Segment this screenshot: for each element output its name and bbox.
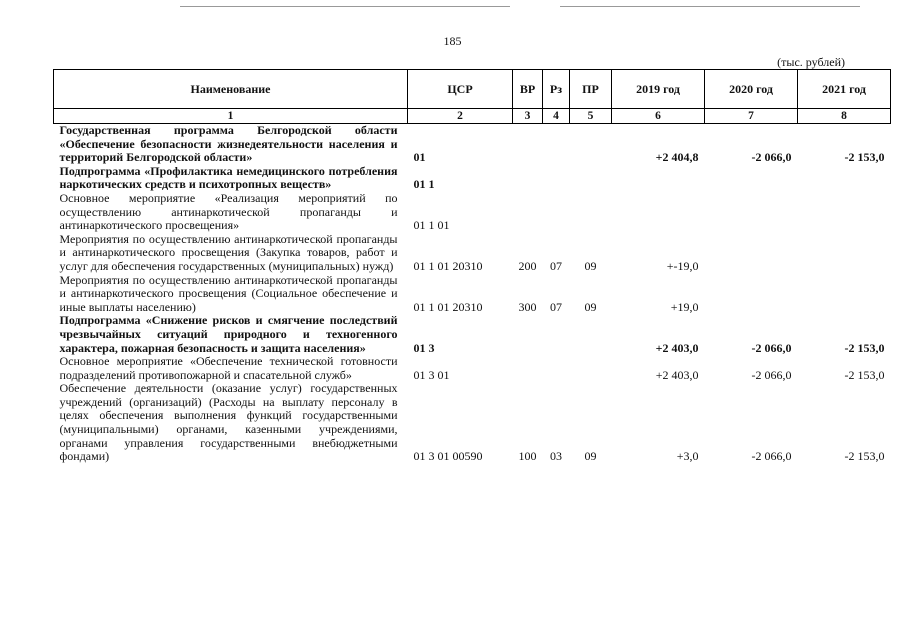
row-csr: 01 1 01 <box>413 218 450 233</box>
col-number: 3 <box>513 109 543 124</box>
row-2020: -2 066,0 <box>751 340 792 355</box>
row-rz <box>543 124 570 165</box>
row-2020: -2 066,0 <box>751 367 792 382</box>
row-csr: 01 1 01 20310 <box>413 299 483 314</box>
row-2020 <box>705 192 798 233</box>
row-vr: 100 <box>518 449 537 464</box>
table-row <box>54 124 891 165</box>
header-row <box>54 70 891 109</box>
col-header-2019: 2019 год <box>612 70 705 109</box>
row-pr <box>570 192 612 233</box>
row-2019: +3,0 <box>676 449 699 464</box>
row-2021: -2 153,0 <box>844 367 885 382</box>
row-csr: 01 1 01 20310 <box>413 258 483 273</box>
row-pr: 09 <box>584 299 597 314</box>
row-2020: -2 066,0 <box>751 150 792 165</box>
table-row <box>54 274 891 315</box>
row-pr <box>570 124 612 165</box>
row-pr <box>570 355 612 382</box>
table-row <box>54 233 891 274</box>
col-header-vr: ВР <box>513 70 543 109</box>
row-vr: 200 <box>518 258 537 273</box>
row-2019: +-19,0 <box>666 258 699 273</box>
page-number: 185 <box>443 34 462 48</box>
row-vr <box>513 192 543 233</box>
budget-table <box>53 69 891 464</box>
row-2021 <box>798 274 891 315</box>
row-2021: -2 153,0 <box>844 449 885 464</box>
row-name: Государственная программа Белгородской области «Обеспечение безопасности жизнедеятельности населения и территорий Белгородской области» <box>59 123 398 165</box>
row-2020 <box>705 274 798 315</box>
row-name: Мероприятия по осуществлению антинаркотической пропаганды и антинаркотического просвещения (Социальное обеспечение и иные выплаты населению) <box>59 272 398 314</box>
col-header-rz: Рз <box>543 70 570 109</box>
row-2019: +2 403,0 <box>655 367 699 382</box>
row-vr <box>513 314 543 355</box>
row-2020 <box>705 165 798 192</box>
table-row <box>54 314 891 355</box>
col-header-2020: 2020 год <box>705 70 798 109</box>
row-rz <box>543 355 570 382</box>
col-header-pr: ПР <box>570 70 612 109</box>
row-pr <box>570 314 612 355</box>
row-2021 <box>798 165 891 192</box>
col-header-name: Наименование <box>54 70 408 109</box>
row-rz: 07 <box>550 258 562 273</box>
row-csr: 01 3 <box>413 340 435 355</box>
row-vr: 300 <box>518 299 537 314</box>
row-2019: +2 404,8 <box>655 150 699 165</box>
row-2019: +19,0 <box>670 299 699 314</box>
col-number: 4 <box>543 109 570 124</box>
row-name: Подпрограмма «Профилактика немедицинского потребления наркотических средств и психотропных веществ» <box>59 163 398 192</box>
col-number: 7 <box>705 109 798 124</box>
row-csr: 01 3 01 00590 <box>413 449 483 464</box>
column-number-row <box>54 109 891 124</box>
col-number: 2 <box>408 109 513 124</box>
col-header-2021: 2021 год <box>798 70 891 109</box>
row-rz <box>543 192 570 233</box>
col-number: 6 <box>612 109 705 124</box>
col-header-csr: ЦСР <box>408 70 513 109</box>
row-name: Подпрограмма «Снижение рисков и смягчение последствий чрезвычайных ситуаций природного и техногенного характера, пожарная безопасность и защита населения» <box>59 313 398 355</box>
col-number: 5 <box>570 109 612 124</box>
row-csr: 01 1 <box>413 177 435 192</box>
top-scan-line <box>180 6 510 7</box>
row-2019 <box>612 192 705 233</box>
row-rz: 03 <box>550 449 562 464</box>
row-rz <box>543 314 570 355</box>
table-row <box>54 382 891 464</box>
row-2019 <box>612 165 705 192</box>
col-number: 1 <box>54 109 408 124</box>
row-2020 <box>705 233 798 274</box>
row-2021: -2 153,0 <box>844 150 885 165</box>
row-name: Основное мероприятие «Обеспечение технической готовности подразделений противопожарной и спасательной служб» <box>59 354 398 382</box>
row-rz <box>543 165 570 192</box>
row-pr: 09 <box>584 258 597 273</box>
col-number: 8 <box>798 109 891 124</box>
units-label: (тыс. рублей) <box>777 55 845 69</box>
table-row <box>54 355 891 382</box>
row-csr: 01 3 01 <box>413 367 450 382</box>
row-2021 <box>798 233 891 274</box>
row-2021: -2 153,0 <box>844 340 885 355</box>
row-2021 <box>798 192 891 233</box>
row-name: Обеспечение деятельности (оказание услуг) государственных учреждений (организаций) (Расходы на выплату персоналу в целях обеспечения выполнения функций государственными (муниципальными) органами, казенными учреждениями, органами управления государственными внебюджетными фондами) <box>59 381 398 464</box>
row-vr <box>513 124 543 165</box>
table-row <box>54 192 891 233</box>
row-name: Основное мероприятие «Реализация мероприятий по осуществлению антинаркотической пропаганды и антинаркотического просвещения» <box>59 190 398 233</box>
row-vr <box>513 165 543 192</box>
row-rz: 07 <box>550 299 562 314</box>
row-2020: -2 066,0 <box>751 449 792 464</box>
row-name: Мероприятия по осуществлению антинаркотической пропаганды и антинаркотического просвещения (Закупка товаров, работ и услуг для обеспечения государственных (муниципальных) нужд) <box>59 231 398 273</box>
table-row <box>54 165 891 192</box>
row-pr <box>570 165 612 192</box>
row-csr: 01 <box>413 150 426 165</box>
row-pr: 09 <box>584 449 597 464</box>
row-vr <box>513 355 543 382</box>
row-2019: +2 403,0 <box>655 340 699 355</box>
top-scan-line-right <box>560 6 860 7</box>
